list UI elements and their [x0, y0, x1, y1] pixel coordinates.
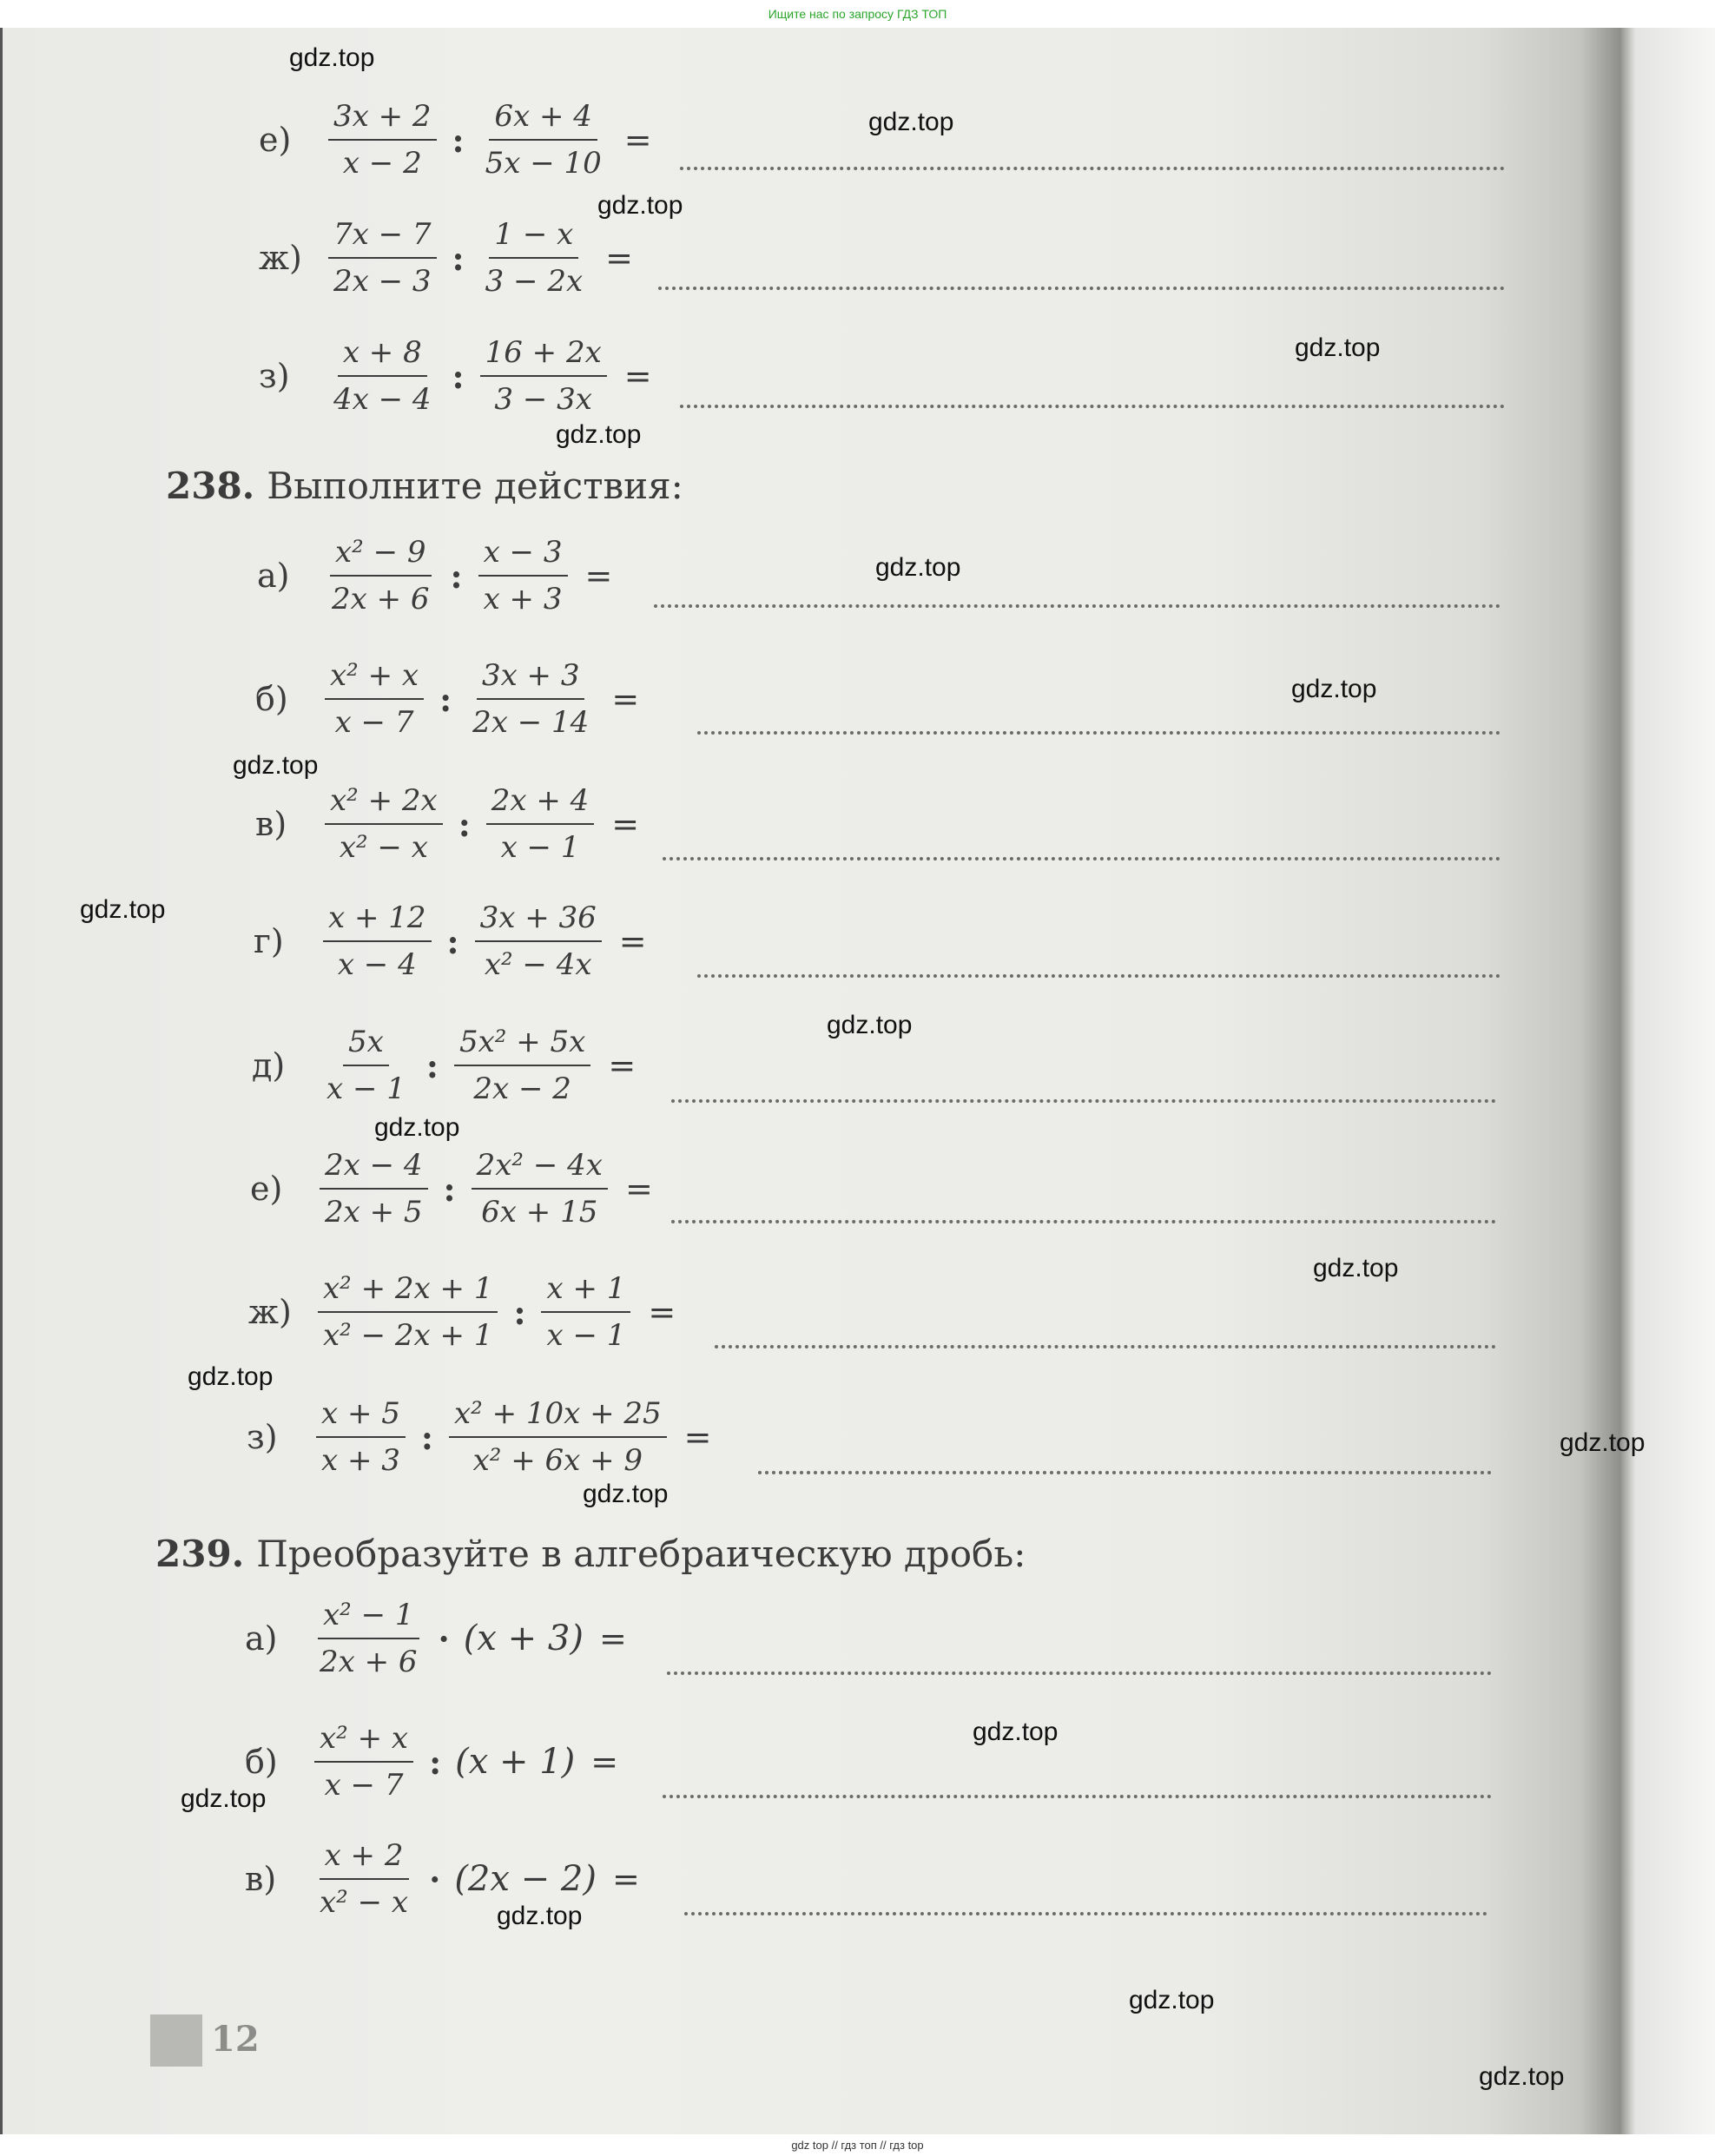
operator: · — [438, 1619, 450, 1658]
answer-line[interactable] — [667, 1671, 1492, 1675]
numerator: x² − 1 — [318, 1598, 419, 1639]
numerator: 2x² − 4x — [472, 1148, 608, 1190]
answer-line[interactable] — [715, 1345, 1496, 1348]
section-number: 239. — [155, 1533, 245, 1575]
numerator: x² + x — [325, 658, 424, 700]
numerator: x + 5 — [316, 1396, 406, 1438]
operator: : — [452, 238, 465, 278]
watermark: gdz.top — [1129, 1986, 1215, 2014]
bottom-banner: gdz top // гдз топ // гдз top — [0, 2134, 1715, 2156]
bracket-expression: (x + 3) — [463, 1619, 584, 1658]
fraction-1 — [325, 783, 443, 865]
item-label: д) — [252, 1046, 286, 1085]
page-number-box — [150, 2014, 202, 2067]
watermark: gdz.top — [188, 1362, 274, 1391]
numerator: 7x − 7 — [328, 217, 437, 259]
item-label: е) — [250, 1170, 283, 1208]
operator: : — [450, 556, 463, 596]
watermark: gdz.top — [827, 1011, 913, 1039]
exercise-238-z — [247, 1396, 712, 1478]
exercise-238-a — [257, 535, 612, 616]
denominator: x − 2 — [342, 146, 422, 181]
fraction-1 — [328, 335, 437, 417]
answer-line[interactable] — [663, 1795, 1492, 1798]
operator: : — [443, 1169, 456, 1209]
fraction-2 — [449, 1396, 667, 1478]
operator: : — [458, 804, 471, 844]
denominator: x² − x — [320, 1885, 409, 1920]
page-number: 12 — [211, 2019, 260, 2060]
watermark: gdz.top — [497, 1902, 583, 1930]
item-label: а) — [257, 557, 290, 595]
equals-sign: = — [590, 1743, 619, 1781]
section-239-heading — [155, 1533, 1026, 1575]
numerator: 5x — [343, 1025, 389, 1066]
answer-line[interactable] — [663, 857, 1501, 860]
numerator: x² + 2x + 1 — [318, 1271, 498, 1313]
operator: : — [452, 356, 465, 396]
watermark: gdz.top — [556, 420, 642, 449]
denominator: x + 3 — [321, 1443, 400, 1478]
fraction-1 — [316, 1396, 406, 1478]
fraction-1 — [328, 217, 437, 299]
bracket-expression: (2x − 2) — [454, 1859, 597, 1899]
watermark: gdz.top — [875, 553, 961, 582]
numerator: x + 8 — [338, 335, 427, 377]
numerator: 5x² + 5x — [454, 1025, 590, 1066]
item-label: е) — [259, 121, 292, 159]
equals-sign: = — [584, 557, 613, 595]
operator: : — [446, 921, 459, 961]
equals-sign: = — [598, 1619, 627, 1658]
numerator: 3x + 3 — [477, 658, 585, 700]
item-label: з) — [259, 357, 290, 395]
equals-sign: = — [623, 121, 652, 159]
watermark: gdz.top — [1560, 1428, 1646, 1457]
fraction-1 — [323, 900, 432, 982]
numerator: 1 − x — [489, 217, 578, 259]
operator: · — [429, 1859, 441, 1899]
item-label: з) — [247, 1418, 278, 1456]
fraction-2 — [454, 1025, 590, 1106]
equals-sign: = — [683, 1418, 712, 1456]
answer-line[interactable] — [684, 1912, 1487, 1915]
answer-line[interactable] — [671, 1220, 1496, 1223]
fraction-2 — [486, 783, 595, 865]
denominator: x² + 6x + 9 — [472, 1443, 643, 1478]
denominator: x − 7 — [334, 705, 414, 740]
watermark: gdz.top — [1479, 2062, 1565, 2091]
fraction-1 — [327, 535, 435, 616]
numerator: 2x − 4 — [320, 1148, 428, 1190]
item-label: в) — [245, 1860, 277, 1898]
answer-line[interactable] — [654, 604, 1501, 608]
answer-line[interactable] — [697, 731, 1501, 735]
denominator: 3 − 3x — [494, 382, 592, 417]
equals-sign: = — [611, 1860, 640, 1898]
equals-sign: = — [624, 1170, 653, 1208]
section-238-heading — [166, 465, 683, 507]
denominator: 4x − 4 — [333, 382, 432, 417]
watermark: gdz.top — [1291, 675, 1377, 703]
denominator: 2x − 2 — [473, 1071, 571, 1106]
exercise-238-v — [255, 783, 639, 865]
fraction-2 — [480, 335, 607, 417]
denominator: x² − 4x — [484, 947, 592, 982]
denominator: x − 7 — [324, 1768, 404, 1803]
operator: : — [425, 1045, 439, 1085]
watermark: gdz.top — [973, 1718, 1059, 1746]
watermark: gdz.top — [597, 191, 683, 220]
item-label: б) — [255, 680, 288, 718]
answer-line[interactable] — [680, 167, 1505, 170]
section-number: 238. — [166, 465, 255, 507]
fraction-1 — [314, 1838, 413, 1920]
fraction-2 — [541, 1271, 630, 1353]
item-label: ж) — [259, 239, 302, 277]
watermark: gdz.top — [1313, 1254, 1399, 1282]
watermark: gdz.top — [583, 1480, 669, 1508]
answer-line[interactable] — [680, 405, 1505, 408]
numerator: 3x + 2 — [328, 99, 437, 141]
exercise-239-b — [245, 1721, 618, 1803]
fraction-2 — [480, 217, 589, 299]
watermark: gdz.top — [181, 1784, 267, 1813]
fraction-1 — [318, 1271, 498, 1353]
exercise-239-a — [245, 1598, 627, 1679]
fraction-1 — [314, 1598, 423, 1679]
item-label: ж) — [248, 1293, 292, 1331]
numerator: x² + 10x + 25 — [449, 1396, 667, 1438]
operator: : — [429, 1742, 442, 1782]
numerator: x² − 9 — [330, 535, 432, 577]
equals-sign: = — [611, 805, 640, 843]
denominator: 2x − 3 — [333, 264, 432, 299]
operator: : — [452, 120, 465, 160]
denominator: 2x + 5 — [325, 1195, 423, 1230]
watermark: gdz.top — [1295, 333, 1381, 362]
denominator: x − 1 — [546, 1318, 626, 1353]
equals-sign: = — [618, 922, 647, 960]
equals-sign: = — [605, 239, 633, 277]
section-title: Преобразуйте в алгебраическую дробь: — [256, 1533, 1026, 1575]
denominator: 5x − 10 — [485, 146, 602, 181]
equals-sign: = — [611, 680, 640, 718]
fraction-1 — [320, 1148, 428, 1230]
exercise-237-zh — [259, 217, 633, 299]
top-banner: Ищите нас по запросу ГДЗ ТОП — [768, 7, 947, 21]
item-label: в) — [255, 805, 287, 843]
equals-sign: = — [623, 357, 652, 395]
equals-sign: = — [648, 1293, 676, 1331]
operator: : — [420, 1417, 433, 1457]
watermark: gdz.top — [289, 43, 375, 72]
fraction-2 — [467, 658, 594, 740]
watermark: gdz.top — [233, 751, 319, 780]
numerator: 16 + 2x — [480, 335, 607, 377]
denominator: x − 1 — [500, 830, 580, 865]
watermark: gdz.top — [80, 895, 166, 924]
denominator: x² − x — [339, 830, 428, 865]
textbook-page — [0, 28, 1715, 2134]
denominator: x² − 2x + 1 — [323, 1318, 493, 1353]
answer-line[interactable] — [671, 1099, 1496, 1103]
numerator: 2x + 4 — [486, 783, 595, 825]
numerator: x + 12 — [323, 900, 432, 942]
denominator: x − 4 — [337, 947, 417, 982]
numerator: x + 1 — [541, 1271, 630, 1313]
fraction-1 — [328, 99, 437, 181]
fraction-1 — [314, 1721, 413, 1803]
numerator: x − 3 — [478, 535, 568, 577]
equals-sign: = — [608, 1046, 637, 1085]
watermark: gdz.top — [868, 108, 954, 136]
numerator: x² + 2x — [325, 783, 443, 825]
exercise-237-e — [259, 99, 652, 181]
exercise-237-z — [259, 335, 652, 417]
item-label: б) — [245, 1743, 278, 1781]
denominator: x + 3 — [483, 582, 563, 616]
denominator: 6x + 15 — [481, 1195, 598, 1230]
denominator: 3 − 2x — [485, 264, 584, 299]
answer-line[interactable] — [658, 287, 1505, 290]
exercise-238-d — [252, 1025, 636, 1106]
numerator: 6x + 4 — [489, 99, 597, 141]
answer-line[interactable] — [758, 1471, 1492, 1474]
section-title: Выполните действия: — [267, 465, 683, 507]
exercise-238-b — [255, 658, 639, 740]
denominator: x − 1 — [327, 1071, 406, 1106]
fraction-2 — [475, 900, 602, 982]
numerator: x + 2 — [320, 1838, 409, 1880]
exercise-238-zh — [248, 1271, 676, 1353]
numerator: x² + x — [314, 1721, 413, 1763]
item-label: г) — [254, 922, 284, 960]
answer-line[interactable] — [697, 974, 1501, 978]
operator: : — [513, 1292, 526, 1332]
fraction-1 — [325, 658, 424, 740]
fraction-1 — [321, 1025, 411, 1106]
denominator: 2x + 6 — [332, 582, 430, 616]
bracket-expression: (x + 1) — [455, 1742, 576, 1782]
watermark: gdz.top — [374, 1113, 460, 1142]
denominator: 2x − 14 — [472, 705, 590, 740]
fraction-2 — [480, 99, 607, 181]
exercise-238-e — [250, 1148, 653, 1230]
fraction-2 — [472, 1148, 608, 1230]
item-label: а) — [245, 1619, 278, 1658]
denominator: 2x + 6 — [320, 1645, 418, 1679]
operator: : — [439, 679, 452, 719]
exercise-238-g — [254, 900, 647, 982]
fraction-2 — [478, 535, 568, 616]
numerator: 3x + 36 — [475, 900, 602, 942]
